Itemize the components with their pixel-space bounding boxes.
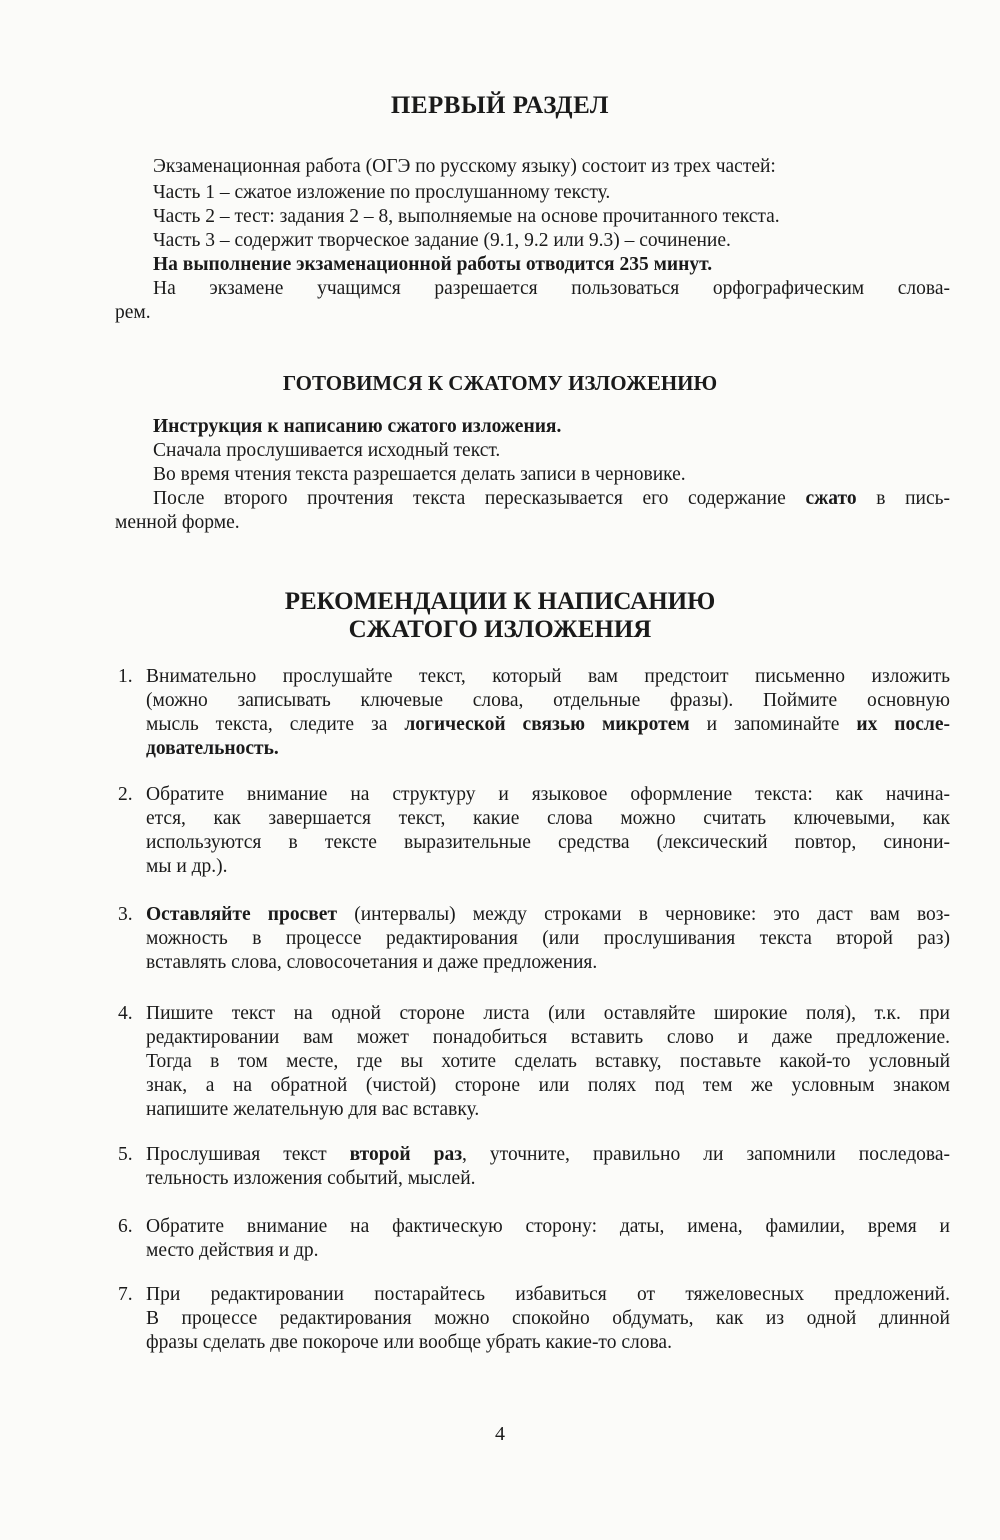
list-item: [118, 1143, 950, 1191]
text-line: [146, 1283, 950, 1307]
paragraph: [115, 439, 950, 463]
text-line: [146, 1098, 950, 1122]
list-item: [118, 665, 950, 761]
text-line: [146, 1307, 950, 1331]
list-item: [118, 783, 950, 879]
text-line: [146, 689, 950, 713]
text-line: [115, 463, 950, 487]
text-line: [146, 737, 950, 761]
text-segment: Часть 2 – тест: задания 2 – 8, выполняемые на основе прочитанного текста.: [153, 206, 780, 227]
text-segment: и запоминайте: [689, 714, 857, 735]
text-line: [146, 1331, 950, 1355]
list-item: [118, 903, 950, 975]
text-segment: редактировании вам может понадобиться вставить слово и даже предложение.: [146, 1027, 950, 1048]
text-line: [146, 1143, 950, 1167]
bold-text: Инструкция к написанию сжатого изложения.: [153, 416, 562, 437]
paragraph: [115, 415, 950, 439]
text-segment: в пись-: [856, 488, 950, 509]
text-line: [146, 1074, 950, 1098]
text-segment: Тогда в том месте, где вы хотите сделать вставку, поставьте какой-то условный: [146, 1051, 950, 1072]
paragraph: [115, 181, 950, 205]
list-item: [118, 1215, 950, 1263]
text-segment: Сначала прослушивается исходный текст.: [153, 440, 501, 461]
list-number: 4.: [118, 1003, 133, 1024]
list-item-text: [146, 1283, 950, 1355]
list-number: 5.: [118, 1144, 133, 1165]
text-line: [146, 831, 950, 855]
text-line: [115, 205, 950, 229]
list-item: [118, 1002, 950, 1122]
text-segment: В процессе редактирования можно спокойно обдумать, как из одной длинной: [146, 1308, 950, 1329]
heading-line: РЕКОМЕНДАЦИИ К НАПИСАНИЮ: [284, 588, 716, 615]
text-segment: На экзамене учащимся разрешается пользоваться орфографическим слова-: [153, 278, 950, 299]
list-item-text: [146, 1143, 950, 1191]
text-segment: можность в процессе редактирования (или прослушивания текста второй раз): [146, 928, 950, 949]
text-line: [146, 1002, 950, 1026]
text-segment: Часть 1 – сжатое изложение по прослушанному тексту.: [153, 182, 611, 203]
bold-text: На выполнение экзаменационной работы отводится 235 минут.: [153, 254, 713, 275]
text-line: [146, 1026, 950, 1050]
page-title: ПЕРВЫЙ РАЗДЕЛ: [390, 92, 610, 119]
text-segment: Внимательно прослушайте текст, который вам предстоит письменно изложить: [146, 666, 950, 687]
text-line: [115, 439, 950, 463]
list-item-text: [146, 1002, 950, 1122]
bold-text: Оставляйте просвет: [146, 904, 338, 925]
text-line: [146, 951, 950, 975]
text-line: [146, 1239, 950, 1263]
text-segment: После второго прочтения текста пересказывается его содержание: [153, 488, 806, 509]
text-line: [115, 415, 950, 439]
list-number: 3.: [118, 904, 133, 925]
list-number: 6.: [118, 1216, 133, 1237]
page-number: 4: [495, 1423, 505, 1445]
text-line: [115, 181, 950, 205]
intro-section: [115, 155, 950, 325]
text-segment: Экзаменационная работа (ОГЭ по русскому языку) состоит из трех частей:: [153, 156, 776, 177]
text-line: [115, 229, 950, 253]
list-item-text: [146, 665, 950, 761]
bold-text: их после-: [856, 714, 950, 735]
text-line: [115, 487, 950, 511]
paragraph: [115, 463, 950, 487]
text-segment: Обратите внимание на структуру и языковое оформление текста: как начина-: [146, 784, 950, 805]
text-line: [146, 807, 950, 831]
instructions-section: [115, 415, 950, 535]
text-segment: мы и др.).: [146, 856, 228, 877]
text-segment: напишите желательную для вас вставку.: [146, 1099, 480, 1120]
text-segment: (можно записывать ключевые слова, отдельные фразы). Поймите основную: [146, 690, 950, 711]
text-segment: Часть 3 – содержит творческое задание (9.1, 9.2 или 9.3) – сочинение.: [153, 230, 731, 251]
paragraph: [115, 155, 950, 179]
text-segment: Прослушивая текст: [146, 1144, 350, 1165]
text-segment: Пишите текст на одной стороне листа (или оставляйте широкие поля), т.к. при: [146, 1003, 950, 1024]
text-line: [146, 1167, 950, 1191]
text-line: [115, 155, 950, 179]
paragraph: [115, 277, 950, 325]
text-line: [115, 253, 950, 277]
text-segment: менной форме.: [115, 512, 240, 533]
text-segment: При редактировании постарайтесь избавиться от тяжеловесных предложений.: [146, 1284, 950, 1305]
text-segment: , уточните, правильно ли запомнили последова-: [462, 1144, 950, 1165]
section-heading-recommendations: [0, 588, 1000, 644]
text-segment: используются в тексте выразительные средства (лексический повтор, синони-: [146, 832, 950, 853]
text-segment: Во время чтения текста разрешается делать записи в черновике.: [153, 464, 686, 485]
text-segment: знак, а на обратной (чистой) стороне или полях под тем же условным знаком: [146, 1075, 950, 1096]
text-segment: мысль текста, следите за: [146, 714, 405, 735]
list-number: 2.: [118, 784, 133, 805]
paragraph: [115, 487, 950, 535]
paragraph: [115, 253, 950, 277]
text-line: [146, 1050, 950, 1074]
list-item-text: [146, 1215, 950, 1263]
list-item-text: [146, 783, 950, 879]
text-segment: тельность изложения событий, мыслей.: [146, 1168, 476, 1189]
text-segment: место действия и др.: [146, 1240, 319, 1261]
text-line: [146, 713, 950, 737]
text-segment: ется, как завершается текст, какие слова можно считать ключевыми, как: [146, 808, 950, 829]
text-line: [146, 783, 950, 807]
text-line: [146, 855, 950, 879]
text-segment: фразы сделать две покороче или вообще убрать какие-то слова.: [146, 1332, 672, 1353]
text-line: [115, 301, 950, 325]
section-heading-summary-prep: ГОТОВИМСЯ К СЖАТОМУ ИЗЛОЖЕНИЮ: [282, 371, 718, 395]
paragraph: [115, 205, 950, 229]
text-segment: (интервалы) между строками в черновике: это даст вам воз-: [337, 904, 950, 925]
text-line: [146, 927, 950, 951]
list-number: 1.: [118, 666, 133, 687]
bold-text: сжато: [805, 488, 857, 509]
text-line: [146, 665, 950, 689]
list-item: [118, 1283, 950, 1355]
bold-text: логической связью микротем: [404, 714, 690, 735]
text-line: [146, 1215, 950, 1239]
list-item-text: [146, 903, 950, 975]
list-number: 7.: [118, 1284, 133, 1305]
text-line: [146, 903, 950, 927]
text-segment: вставлять слова, словосочетания и даже предложения.: [146, 952, 598, 973]
paragraph: [115, 229, 950, 253]
text-segment: Обратите внимание на фактическую сторону: даты, имена, фамилии, время и: [146, 1216, 950, 1237]
bold-text: довательность.: [146, 738, 279, 759]
bold-text: второй раз: [349, 1144, 463, 1165]
text-line: [115, 277, 950, 301]
text-line: [115, 511, 950, 535]
heading-line: СЖАТОГО ИЗЛОЖЕНИЯ: [348, 616, 652, 643]
text-segment: рем.: [115, 302, 151, 323]
